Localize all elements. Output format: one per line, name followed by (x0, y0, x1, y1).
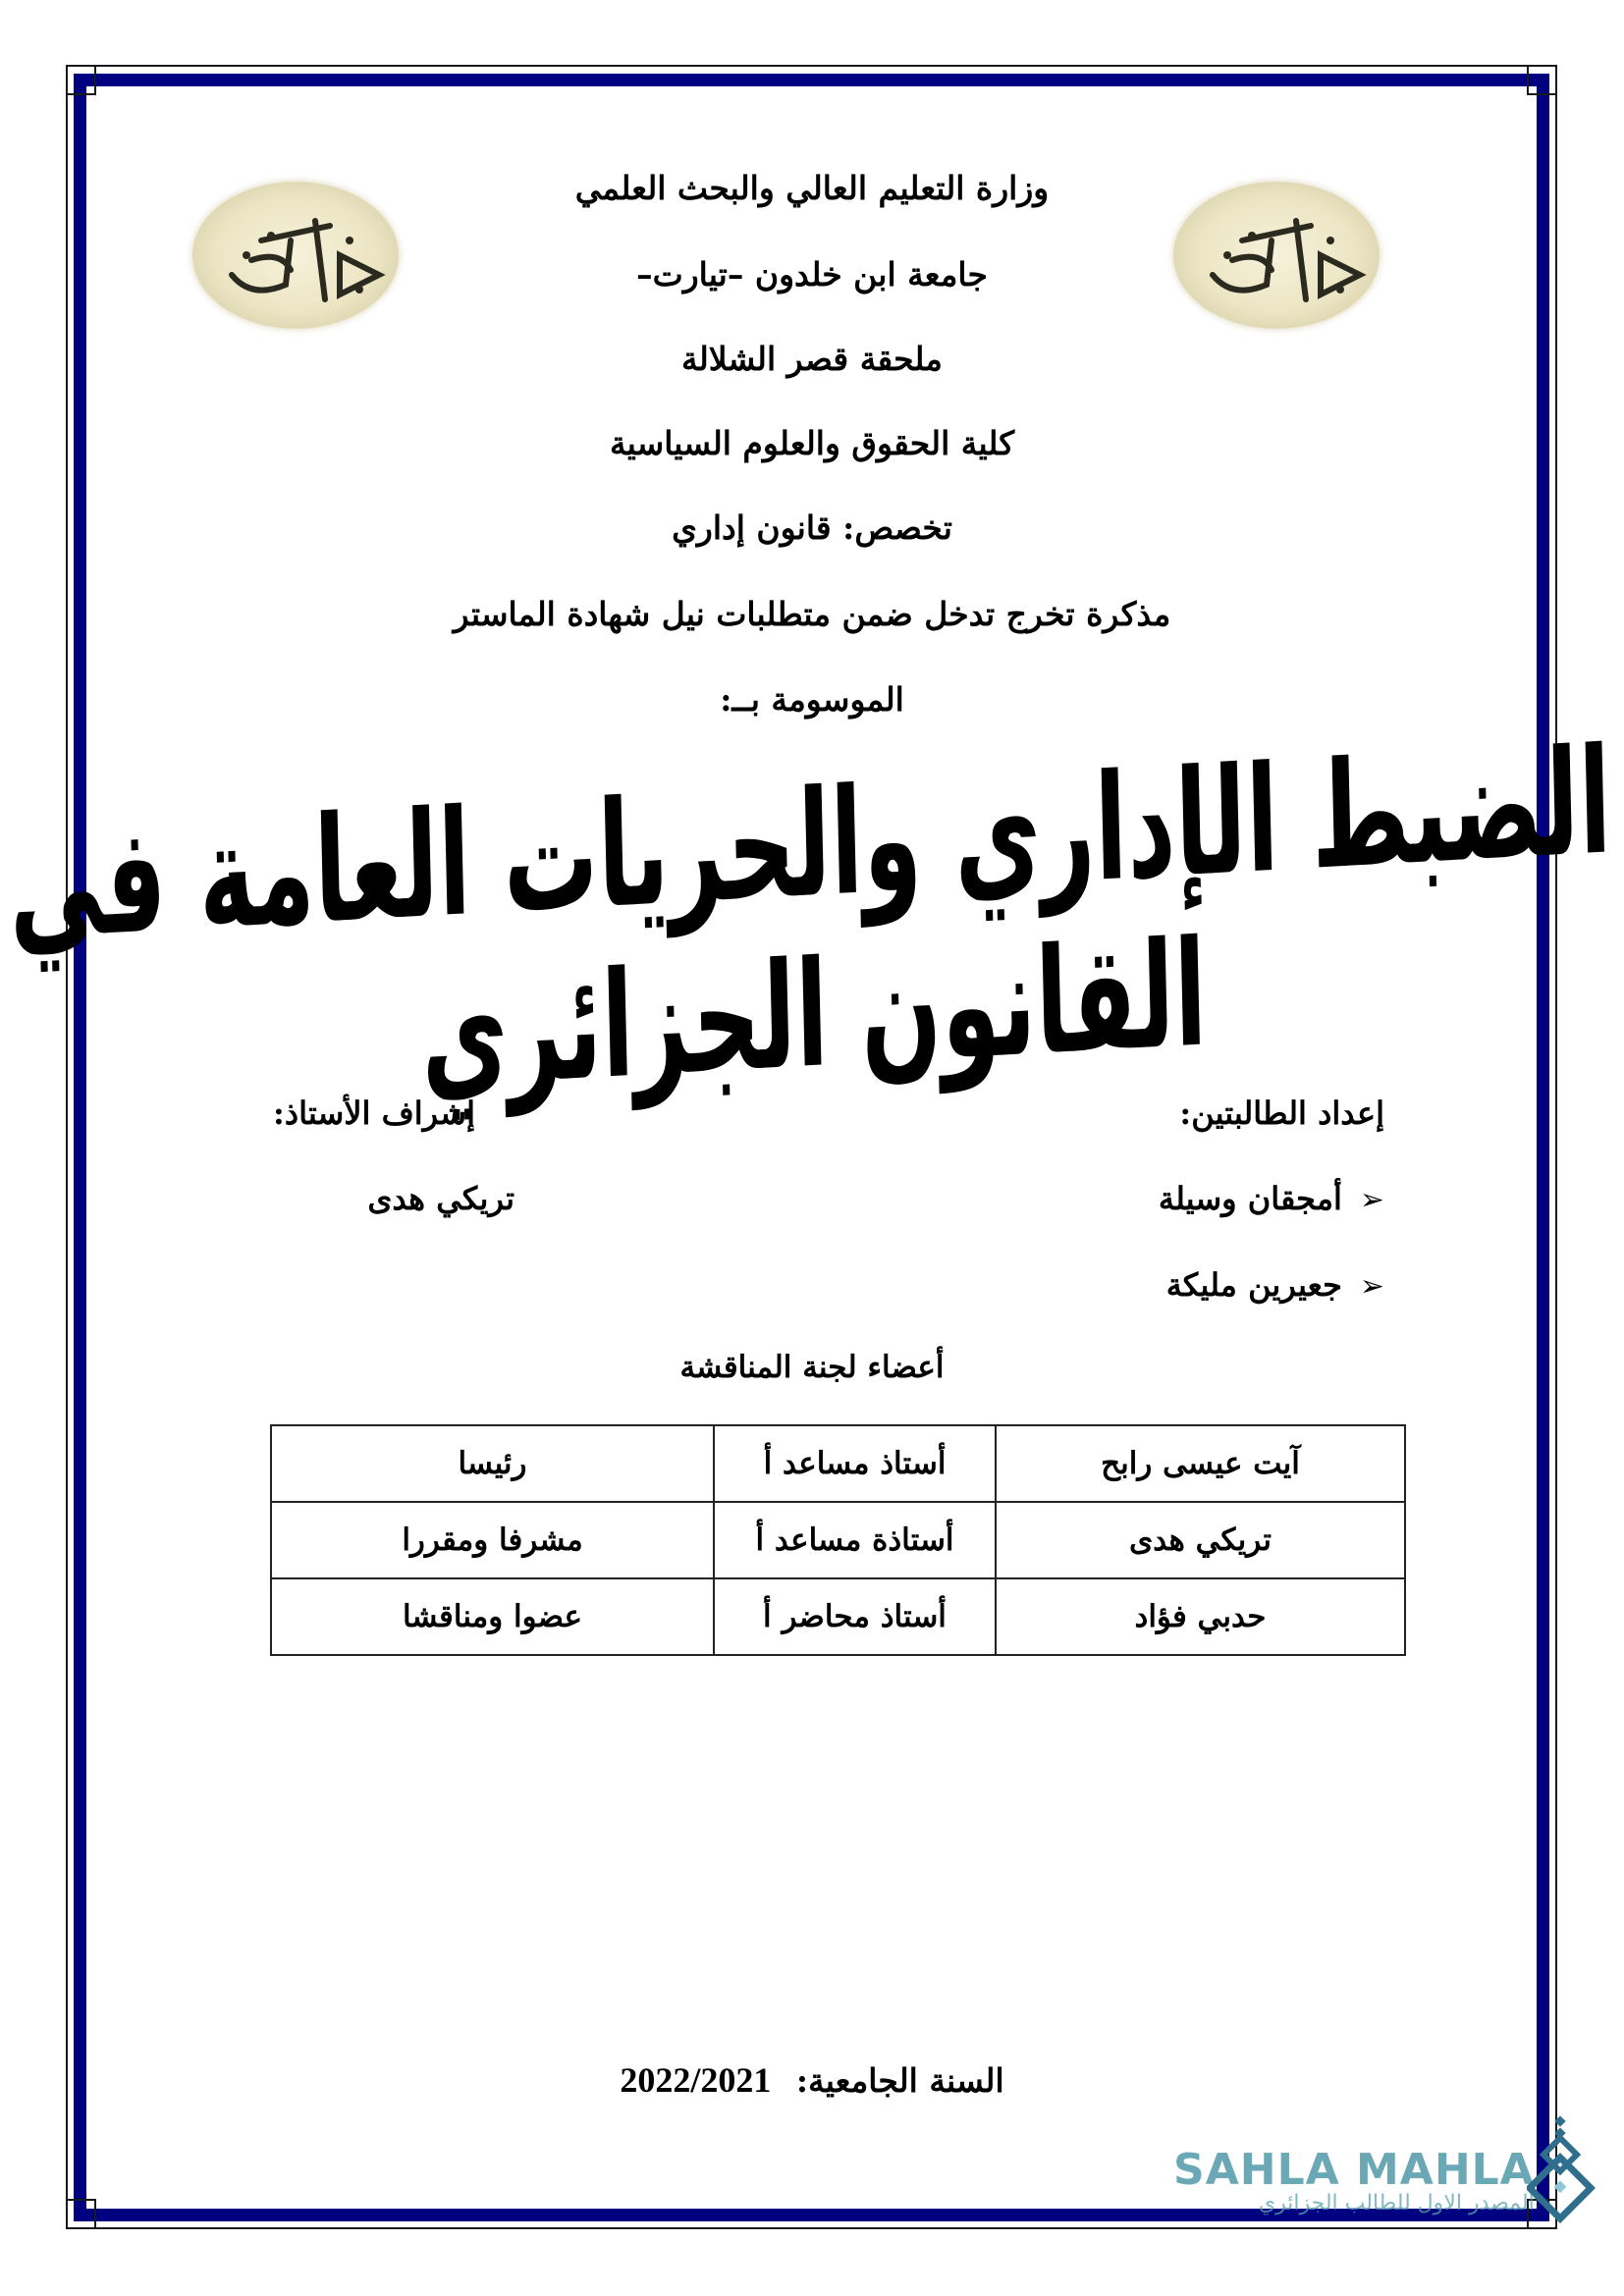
border-corner-ornament (1527, 65, 1557, 95)
member-role: مشرفا ومقررا (271, 1502, 714, 1578)
academic-year-label: السنة الجامعية: (795, 2061, 1004, 2100)
ministry-name: وزارة التعليم العالي والبحث العلمي (574, 169, 1050, 207)
annex-name: ملحقة قصر الشلالة (681, 340, 943, 378)
committee-heading: أعضاء لجنة المناقشة (679, 1350, 945, 1385)
sahla-mahla-logo-icon (1527, 2115, 1596, 2223)
university-name: جامعة ابن خلدون –تيارت– (636, 255, 988, 294)
faculty-name: كلية الحقوق والعلوم السياسية (609, 424, 1015, 462)
table-row (271, 1502, 1405, 1578)
arrowhead-bullet-icon: ➢ (1359, 1183, 1384, 1217)
arrowhead-bullet-icon: ➢ (1359, 1269, 1384, 1304)
page-border-blue-frame (74, 74, 1549, 2221)
border-corner-ornament (66, 65, 96, 95)
watermark-tagline: المصدر الاول للطالب الجزائري (1258, 2191, 1535, 2216)
academic-year-value: 2022/2021 (620, 2060, 772, 2100)
thesis-note: مذكرة تخرج تدخل ضمن متطلبات نيل شهادة الماستر (453, 595, 1171, 633)
table-row (271, 1425, 1405, 1502)
student-name: أمجقان وسيلة (1158, 1180, 1342, 1217)
thesis-title: الضبط الإداري والحريات العامة في القانون الجزائري (7, 716, 1613, 1122)
border-corner-ornament (66, 2199, 96, 2229)
member-rank: أستاذ مساعد أ (714, 1425, 996, 1502)
member-name: حدبي فؤاد (996, 1578, 1405, 1655)
member-name: آيت عيسى رابح (996, 1425, 1405, 1502)
member-role: عضوا ومناقشا (271, 1578, 714, 1655)
watermark-brand: SAHLA MAHLA (1173, 2145, 1535, 2195)
student-item (1166, 1266, 1384, 1304)
sahla-mahla-watermark (1173, 2145, 1535, 2216)
table-row (271, 1578, 1405, 1655)
specialty: تخصص: قانون إداري (672, 508, 952, 547)
committee-table (270, 1424, 1406, 1656)
supervisor-name: تريكي هدى (367, 1180, 514, 1217)
member-role: رئيسا (271, 1425, 714, 1502)
student-item (1159, 1180, 1384, 1217)
titled-label: الموسومة بــ: (720, 680, 904, 719)
student-name: جعيرين مليكة (1165, 1266, 1342, 1304)
member-rank: أستاذة مساعد أ (714, 1502, 996, 1578)
academic-year (0, 2059, 1624, 2101)
member-rank: أستاذ محاضر أ (714, 1578, 996, 1655)
students-label: إعداد الطالبتين: (1179, 1095, 1384, 1132)
member-name: تريكي هدى (996, 1502, 1405, 1578)
supervisor-label: إشراف الأستاذ: (273, 1095, 475, 1132)
